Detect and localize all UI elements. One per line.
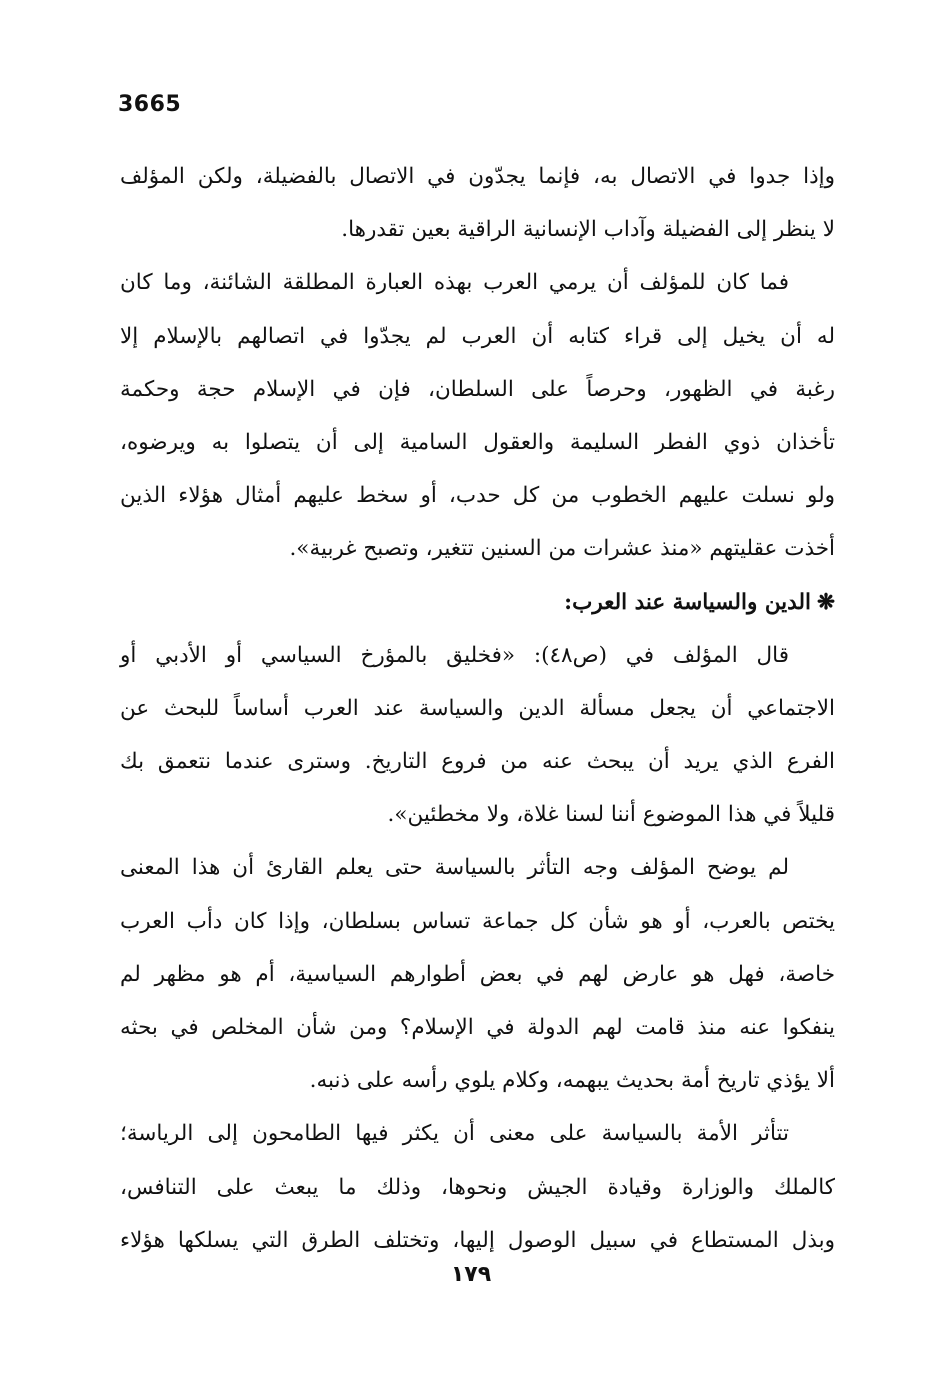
text-line: ينفكوا عنه منذ قامت لهم الدولة في الإسلام؟ ومن شأن المخلص في بحثه (120, 1015, 835, 1040)
text-line: قليلاً في هذا الموضوع أننا لسنا غلاة، ولا مخطئين». (387, 802, 835, 828)
text-line: أخذت عقليتهم «منذ عشرات من السنين تتغير، وتصبح غربية». (289, 536, 835, 562)
text-line: لا ينظر إلى الفضيلة وآداب الإنسانية الراقية بعين تقدرها. (341, 217, 835, 243)
section-heading (120, 576, 835, 629)
text-line: وبذل المستطاع في سبيل الوصول إليها، وتختلف الطرق التي يسلكها هؤلاء (120, 1227, 835, 1253)
text-line: فما كان للمؤلف أن يرمي العرب بهذه العبارة المطلقة الشائنة، وما كان (120, 270, 789, 296)
text-line: ولو نسلت عليهم الخطوب من كل حدب، أو سخط عليهم أمثال هؤلاء الذين (120, 483, 835, 509)
text-line: الاجتماعي أن يجعل مسألة الدين والسياسة عند العرب أساساً للبحث عن (120, 695, 835, 721)
text-line: وإذا جدوا في الاتصال به، فإنما يجدّون في الاتصال بالفضيلة، ولكن المؤلف (120, 164, 835, 189)
text-line: قال المؤلف في (ص٤٨): «فخليق بالمؤرخ السياسي أو الأدبي أو (120, 642, 789, 668)
section-heading-text: الدين والسياسة عند العرب: (564, 589, 811, 615)
page-id: 3665 (118, 92, 182, 117)
text-line: تأخذان ذوي الفطر السليمة والعقول السامية إلى أن يتصلوا به ويرضوه، (120, 429, 835, 455)
bullet-icon: ❋ (816, 589, 835, 615)
text-line: له أن يخيل إلى قراء كتابه أن العرب لم يجدّوا في اتصالهم بالإسلام إلا (120, 323, 835, 349)
text-line: تتأثر الأمة بالسياسة على معنى أن يكثر فيها الطامحون إلى الرياسة؛ (120, 1121, 789, 1147)
text-line: يختص بالعرب، أو هو شأن كل جماعة تساس بسلطان، وإذا كان دأب العرب (120, 908, 835, 934)
text-line: الفرع الذي يريد أن يبحث عنه من فروع التاريخ. وسترى عندما نتعمق بك (120, 749, 835, 775)
body-text (120, 150, 835, 1267)
text-line: خاصة، فهل هو عارض لهم في بعض أطوارهم السياسية، أم هو مظهر لم (120, 961, 835, 987)
text-line: لم يوضح المؤلف وجه التأثر بالسياسة حتى يعلم القارئ أن هذا المعنى (120, 855, 789, 881)
text-line: كالملك والوزارة وقيادة الجيش ونحوها، وذلك ما يبعث على التنافس، (120, 1174, 835, 1200)
page-number: ١٧٩ (450, 1262, 492, 1287)
text-line: ألا يؤذي تاريخ أمة بحديث يبهمه، وكلام يلوي رأسه على ذنبه. (309, 1068, 835, 1094)
text-line: رغبة في الظهور، وحرصاً على السلطان، فإن في الإسلام حجة وحكمة (120, 376, 835, 402)
